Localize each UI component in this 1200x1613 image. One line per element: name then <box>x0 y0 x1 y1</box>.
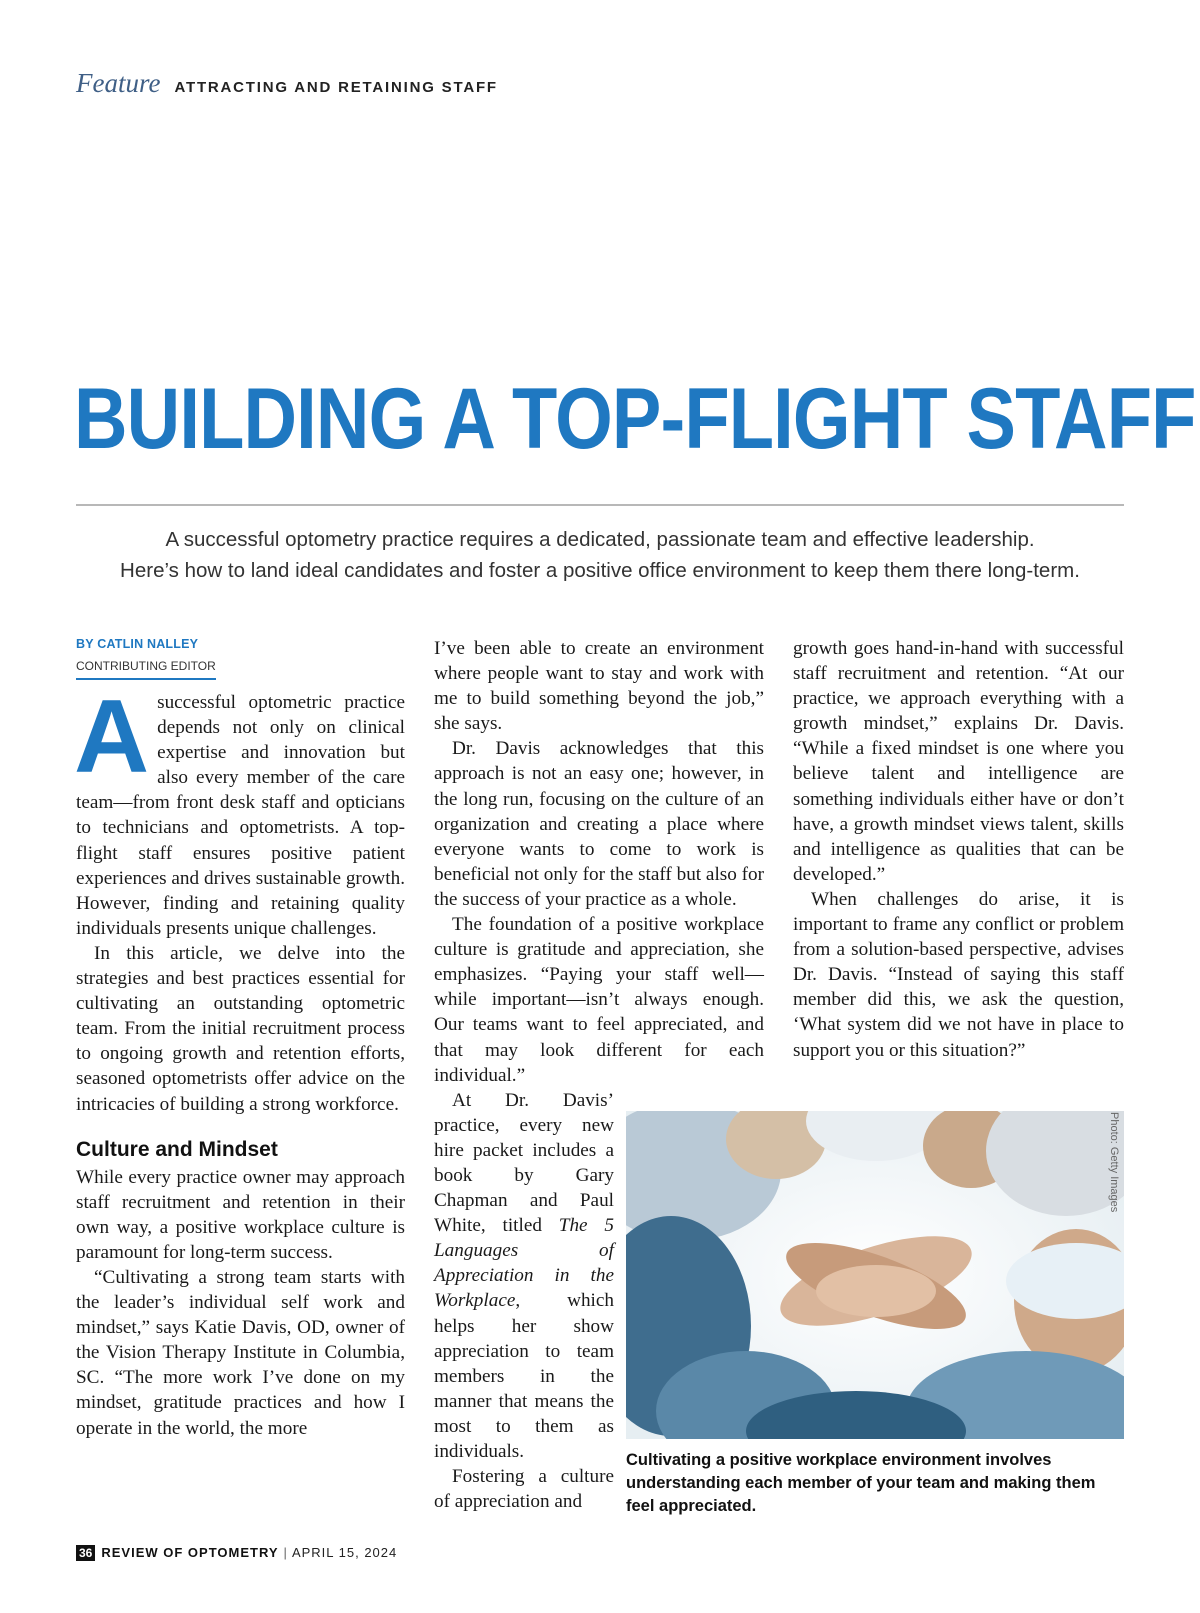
column-1 <box>76 636 405 1441</box>
article-deck <box>76 524 1124 586</box>
paragraph: When challenges do arise, it is important to frame any conflict or problem from a solution-based perspective, advises Dr. Davis. “Instead of saying this staff member did this, we ask the question, ‘What system did we not have in place to support you or this situation?” <box>793 888 1124 1061</box>
paragraph-intro: Asuccessful optometric practice depends not only on clinical expertise and innovation but also every member of the care team—from front desk staff and opticians to technicians and optometrists. A top-flight staff ensures positive patient experiences and drives sustainable growth. However, finding and retaining quality individuals presents unique challenges. <box>74 679 405 939</box>
article-headline: BUILDING A TOP-FLIGHT STAFF <box>74 371 1196 467</box>
folio-separator: | <box>283 1545 287 1560</box>
drop-cap: A <box>74 679 150 795</box>
title-divider <box>76 504 1124 506</box>
paragraph: “Cultivating a strong team starts with the leader’s individual self work and mindset,” says Katie Davis, OD, owner of the Vision Therapy Institute in Columbia, SC. “The more work I’ve done on my mindset, gratitude practices and how I operate in the world, the more <box>76 1266 405 1439</box>
publication-name: REVIEW OF OPTOMETRY <box>101 1545 279 1560</box>
section-label: ATTRACTING AND RETAINING STAFF <box>174 79 498 96</box>
book-title: The 5 Languages of Appreciation in the Workplace <box>434 1215 614 1312</box>
paragraph: The foundation of a positive workplace culture is gratitude and appreciation, she emphasizes. “Paying your staff well—while important—isn’t always enough. Our teams want to feel appreciated, and that may look different for each individual.” <box>434 914 764 1086</box>
paragraph: At Dr. Davis’ practice, every new hire packet includes a book by Gary Chapman and Paul White, titled The 5 Languages of Appreciation in the Workplace, which helps her show appreciation to team members in the manner that means the most to them as individuals. <box>434 1089 614 1462</box>
paragraph: While every practice owner may approach staff recruitment and retention in their own way, a positive workplace culture is paramount for long-term success. <box>76 1166 405 1263</box>
deck-line-2: Here’s how to land ideal candidates and foster a positive office environment to keep them there long-term. <box>120 559 1080 582</box>
byline-role: CONTRIBUTING EDITOR <box>76 659 216 680</box>
paragraph: In this article, we delve into the strategies and best practices essential for cultivating an outstanding optometric team. From the initial recruitment process to ongoing growth and retention efforts, seasoned optometrists offer advice on the intricacies of building a strong workforce. <box>76 942 405 1115</box>
paragraph: growth goes hand-in-hand with successful staff recruitment and retention. “At our practice, we approach everything with a growth mindset,” explains Dr. Davis. “While a fixed mindset is one where you believe talent and intelligence are something individuals either have or don’t have, a growth mindset views talent, skills and intelligence as qualities that can be developed.” <box>793 638 1124 885</box>
photo-caption: Cultivating a positive workplace environment involves understanding each member of your team and making them feel appreciated. <box>626 1451 1096 1515</box>
issue-date: APRIL 15, 2024 <box>291 1545 398 1560</box>
paragraph: Fostering a culture of appreciation and <box>434 1466 614 1513</box>
photo-credit: Photo: Getty Images <box>1108 1112 1120 1213</box>
subhead-culture-mindset: Culture and Mindset <box>76 1137 278 1161</box>
feature-label: Feature <box>76 68 161 98</box>
page-number: 36 <box>76 1545 95 1561</box>
byline <box>76 636 405 680</box>
page-folio <box>76 1545 397 1560</box>
team-hands-photo <box>626 1111 1124 1439</box>
byline-author: BY CATLIN NALLEY <box>76 637 199 651</box>
paragraph: I’ve been able to create an environment where people want to stay and work with me to build something beyond the job,” she says. <box>434 638 764 735</box>
deck-line-1: A successful optometry practice requires a dedicated, passionate team and effective leadership. <box>165 528 1035 551</box>
paragraph: Dr. Davis acknowledges that this approach is not an easy one; however, in the long run, focusing on the culture of an organization and creating a place where everyone wants to come to work is beneficial not only for the staff but also for the success of your practice as a whole. <box>434 738 765 910</box>
running-head <box>76 68 498 99</box>
photo-illustration <box>626 1111 1124 1439</box>
column-3 <box>793 636 1124 1063</box>
